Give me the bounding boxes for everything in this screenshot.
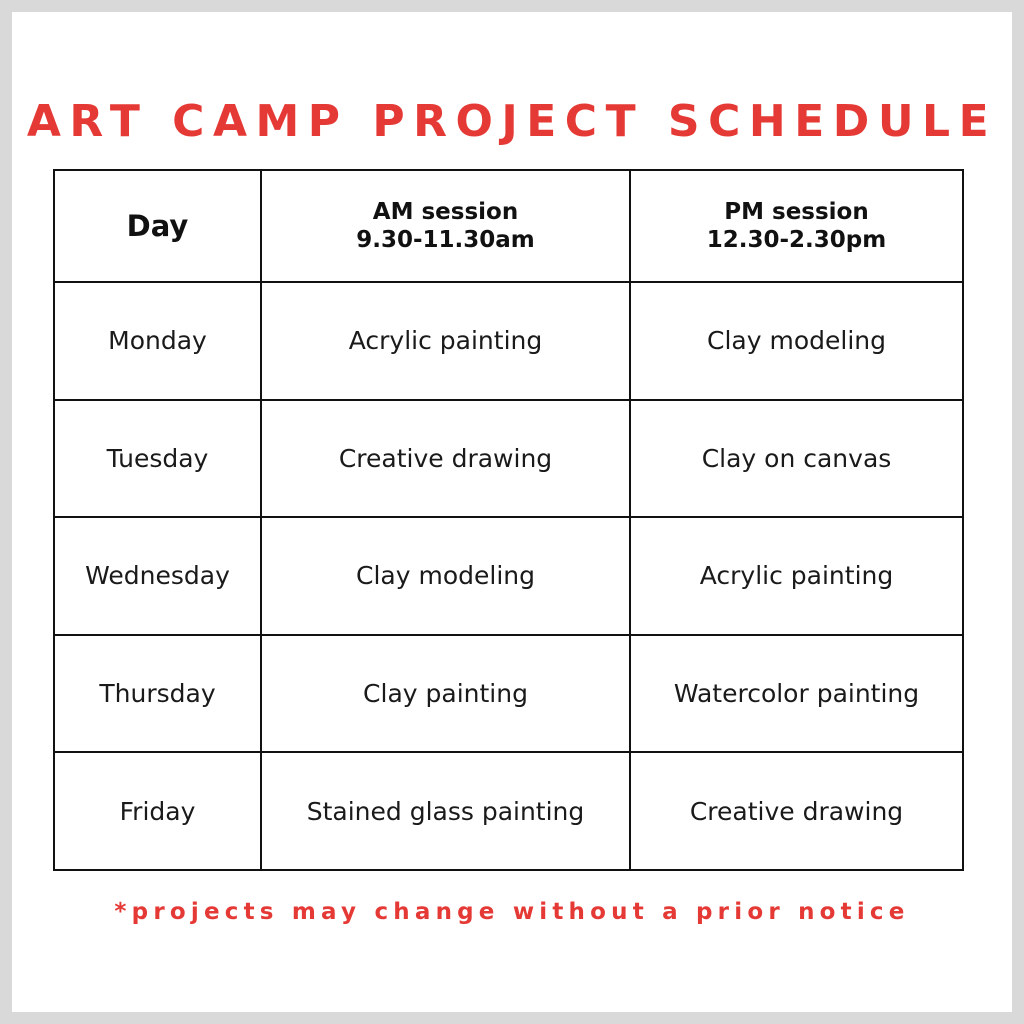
cell-am: Stained glass painting bbox=[261, 752, 630, 870]
header-pm-time: 12.30-2.30pm bbox=[706, 227, 887, 253]
header-am-name: AM session bbox=[372, 199, 519, 225]
cell-day: Friday bbox=[54, 752, 261, 870]
cell-day: Wednesday bbox=[54, 517, 261, 635]
table-row bbox=[54, 282, 963, 400]
cell-pm: Clay on canvas bbox=[630, 400, 963, 518]
cell-am: Clay modeling bbox=[261, 517, 630, 635]
cell-pm: Watercolor painting bbox=[630, 635, 963, 753]
page-title: ART CAMP PROJECT SCHEDULE bbox=[26, 96, 998, 147]
cell-pm: Acrylic painting bbox=[630, 517, 963, 635]
table-row bbox=[54, 400, 963, 518]
cell-am: Clay painting bbox=[261, 635, 630, 753]
table-row bbox=[54, 635, 963, 753]
cell-day: Thursday bbox=[54, 635, 261, 753]
header-pm-session bbox=[630, 170, 963, 282]
footnote: *projects may change without a prior notice bbox=[114, 899, 910, 925]
schedule-sheet bbox=[12, 12, 1012, 1012]
cell-pm: Creative drawing bbox=[630, 752, 963, 870]
table-header-row bbox=[54, 170, 963, 282]
header-day: Day bbox=[54, 170, 261, 282]
cell-day: Tuesday bbox=[54, 400, 261, 518]
cell-am: Acrylic painting bbox=[261, 282, 630, 400]
header-am-session bbox=[261, 170, 630, 282]
table-row bbox=[54, 517, 963, 635]
header-pm-name: PM session bbox=[724, 199, 869, 225]
header-am-time: 9.30-11.30am bbox=[356, 227, 535, 253]
cell-am: Creative drawing bbox=[261, 400, 630, 518]
table-row bbox=[54, 752, 963, 870]
cell-day: Monday bbox=[54, 282, 261, 400]
schedule-table bbox=[53, 169, 964, 871]
cell-pm: Clay modeling bbox=[630, 282, 963, 400]
